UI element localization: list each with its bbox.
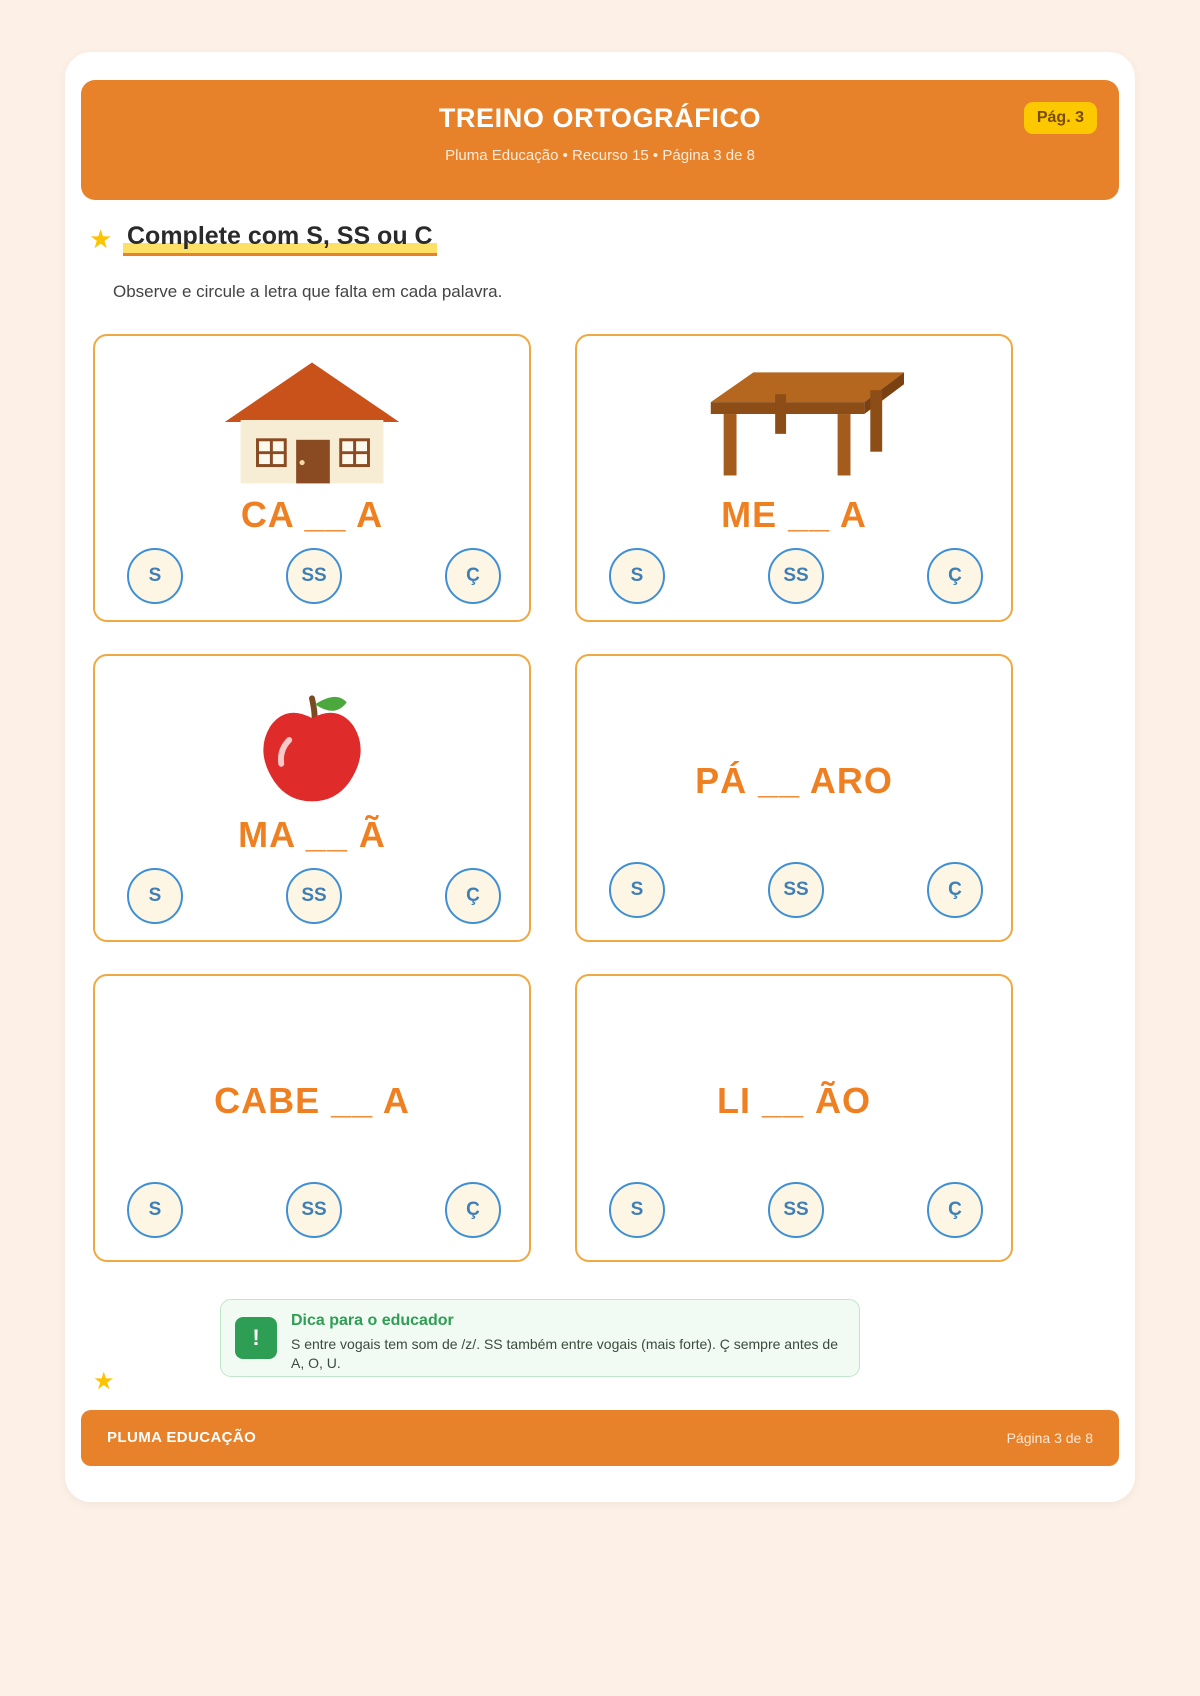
option-row: [127, 548, 501, 604]
exercise-word: ME __ A: [721, 494, 867, 535]
footer-page: Página 3 de 8: [1006, 1430, 1093, 1446]
exercise-word: PÁ __ ARO: [695, 760, 893, 801]
option-c[interactable]: Ç: [445, 1182, 501, 1238]
table-illustration: [577, 350, 1011, 486]
option-ss[interactable]: SS: [286, 548, 342, 604]
exercise-word: CA __ A: [240, 494, 384, 535]
option-s[interactable]: S: [127, 1182, 183, 1238]
section-description: Observe e circule a letra que falta em cada palavra.: [113, 282, 503, 301]
option-s[interactable]: S: [127, 868, 183, 924]
footer-brand: PLUMA EDUCAÇÃO: [107, 1429, 257, 1446]
option-ss[interactable]: SS: [286, 868, 342, 924]
exercise-card: [93, 334, 531, 622]
page-badge: Pág. 3: [1024, 102, 1097, 134]
option-s[interactable]: S: [609, 862, 665, 918]
exercise-card: [93, 974, 531, 1262]
worksheet-page: [65, 52, 1135, 1502]
exercise-card: [575, 334, 1013, 622]
option-row: [127, 1182, 501, 1238]
exercise-word: LI __ ÃO: [716, 1080, 872, 1121]
exercise-word: MA __ Ã: [238, 814, 386, 855]
exercise-word: CABE __ A: [214, 1080, 410, 1121]
page-footer: [81, 1410, 1119, 1466]
option-row: [609, 862, 983, 918]
option-row: [609, 1182, 983, 1238]
option-ss[interactable]: SS: [768, 862, 824, 918]
exercise-card: [93, 654, 531, 942]
exclamation-icon: !: [235, 1317, 277, 1359]
apple-illustration: [95, 670, 529, 806]
star-icon: ★: [93, 1368, 115, 1395]
exercise-card: [575, 654, 1013, 942]
tip-body: S entre vogais tem som de /z/. SS também entre vogais (mais forte). Ç sempre antes de A, O, U.: [291, 1336, 839, 1371]
page-title: TREINO ORTOGRÁFICO: [438, 103, 762, 133]
page-subtitle: Pluma Educação • Recurso 15 • Página 3 de 8: [445, 147, 755, 164]
tip-title: Dica para o educador: [291, 1312, 454, 1329]
option-ss[interactable]: SS: [768, 1182, 824, 1238]
option-c[interactable]: Ç: [445, 548, 501, 604]
house-illustration: [95, 350, 529, 486]
option-c[interactable]: Ç: [927, 548, 983, 604]
educator-tip: [220, 1299, 860, 1377]
option-c[interactable]: Ç: [445, 868, 501, 924]
option-ss[interactable]: SS: [286, 1182, 342, 1238]
section-title: Complete com S, SS ou C: [123, 222, 437, 256]
star-icon: ★: [89, 224, 113, 254]
option-row: [609, 548, 983, 604]
option-row: [127, 868, 501, 924]
page-header: [81, 80, 1119, 200]
option-c[interactable]: Ç: [927, 862, 983, 918]
option-c[interactable]: Ç: [927, 1182, 983, 1238]
exercise-card: [575, 974, 1013, 1262]
option-s[interactable]: S: [609, 548, 665, 604]
option-ss[interactable]: SS: [768, 548, 824, 604]
option-s[interactable]: S: [609, 1182, 665, 1238]
option-s[interactable]: S: [127, 548, 183, 604]
